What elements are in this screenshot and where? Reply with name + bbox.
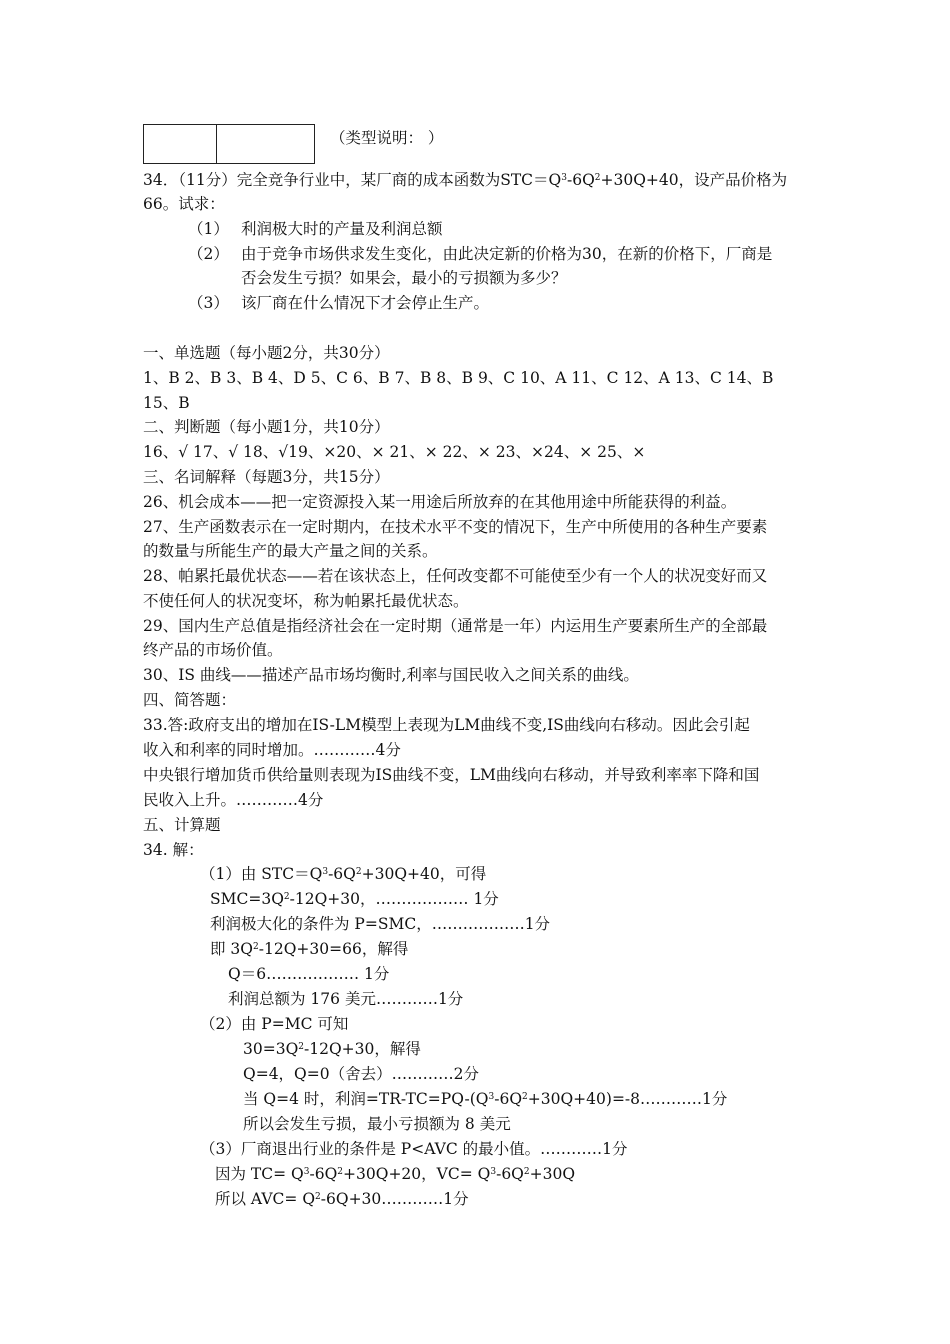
question-item-text: 利润极大时的产量及利润总额 bbox=[241, 220, 443, 238]
solution-step: $SMC=3Q^2-12Q+30$，……………… 1分 bbox=[210, 890, 499, 908]
section-title-short-answer: 四、简答题： bbox=[143, 691, 237, 709]
solution-heading: 34. 解： bbox=[143, 841, 204, 859]
type-note: （类型说明： ） bbox=[330, 129, 444, 147]
section-title-definitions: 三、名词解释（每题3分，共15分） bbox=[143, 468, 390, 486]
solution-step: 利润极大化的条件为 P=SMC，………………1分 bbox=[210, 915, 551, 933]
definition-28: 28、帕累托最优状态——若在该状态上，任何改变都不可能使至少有一个人的状况变好而又 bbox=[143, 567, 768, 585]
solution-step: Q=4，Q=0（舍去）…………2分 bbox=[243, 1065, 479, 1083]
question-34-line1: 34．（11分）完全竞争行业中，某厂商的成本函数为$STC=Q^3-6Q^2+30Q+40$，设产品价格为 bbox=[143, 171, 788, 189]
solution-step: 当 Q=4 时，利润$=TR-TC=PQ-(Q^3-6Q^2+30Q+40)=-8\dots\dots\dots\dots 1$分 bbox=[243, 1090, 728, 1108]
definition-29: 29、国内生产总值是指经济社会在一定时期（通常是一年）内运用生产要素所生产的全部最 bbox=[143, 617, 768, 635]
solution-step: 即 $3Q^2-12Q+30=66$，解得 bbox=[210, 940, 409, 958]
single-choice-answers: 15、B bbox=[143, 394, 190, 412]
section-title-single-choice: 一、单选题（每小题2分，共30分） bbox=[143, 344, 390, 362]
question-item-text: 否会发生亏损？如果会，最小的亏损额为多少？ bbox=[241, 269, 567, 287]
solution-step: $30=3Q^2-12Q+30$，解得 bbox=[243, 1040, 421, 1058]
solution-step: （2）由 P=MC 可知 bbox=[200, 1015, 349, 1033]
section-title-calculation: 五、计算题 bbox=[143, 816, 221, 834]
definition-28-cont: 不使任何人的状况变坏，称为帕累托最优状态。 bbox=[143, 592, 469, 610]
score-cell bbox=[217, 125, 314, 163]
answer-33: 33.答:政府支出的增加在IS-LM模型上表现为LM曲线不变,IS曲线向右移动。因此会引起 bbox=[143, 716, 750, 734]
answer-33-cont: 民收入上升。…………4分 bbox=[143, 791, 324, 809]
question-item-text: 由于竞争市场供求发生变化，由此决定新的价格为30，在新的价格下，厂商是 bbox=[241, 245, 773, 263]
score-table bbox=[143, 124, 315, 164]
question-item-num: （1） bbox=[188, 220, 229, 238]
section-title-true-false: 二、判断题（每小题1分，共10分） bbox=[143, 418, 390, 436]
question-item-text: 该厂商在什么情况下才会停止生产。 bbox=[241, 294, 490, 312]
definition-27: 27、生产函数表示在一定时期内，在技术水平不变的情况下，生产中所使用的各种生产要素 bbox=[143, 518, 768, 536]
definition-30: 30、IS 曲线——描述产品市场均衡时,利率与国民收入之间关系的曲线。 bbox=[143, 666, 639, 684]
answer-33-cont: 收入和利率的同时增加。…………4分 bbox=[143, 741, 401, 759]
solution-step: 所以会发生亏损，最小亏损额为 8 美元 bbox=[243, 1115, 511, 1133]
solution-step: 利润总额为 176 美元…………1分 bbox=[228, 990, 464, 1008]
definition-27-cont: 的数量与所能生产的最大产量之间的关系。 bbox=[143, 542, 438, 560]
question-item-num: （2） bbox=[188, 245, 229, 263]
answer-33-cont: 中央银行增加货币供给量则表现为IS曲线不变，LM曲线向右移动，并导致利率率下降和国 bbox=[143, 766, 760, 784]
solution-step: （1）由 $STC=Q^3-6Q^2+30Q+40$，可得 bbox=[200, 865, 487, 883]
solution-step: Q＝6……………… 1分 bbox=[228, 965, 390, 983]
solution-step: 因为 $TC= Q^3-6Q^2+30Q+20$，$VC= Q^3-6Q^2+30Q$ bbox=[215, 1165, 576, 1183]
question-item-num: （3） bbox=[188, 294, 229, 312]
solution-step: （3）厂商退出行业的条件是 P<AVC 的最小值。…………1分 bbox=[200, 1140, 628, 1158]
score-cell bbox=[144, 125, 217, 163]
definition-26: 26、机会成本——把一定资源投入某一用途后所放弃的在其他用途中所能获得的利益。 bbox=[143, 493, 737, 511]
true-false-answers: 16、√ 17、√ 18、√19、×20、× 21、× 22、× 23、×24、× 25、× bbox=[143, 443, 646, 461]
solution-step: 所以 $AVC= Q^2-6Q+30\dots\dots\dots\dots 1$分 bbox=[215, 1190, 469, 1208]
single-choice-answers: 1、B 2、B 3、B 4、D 5、C 6、B 7、B 8、B 9、C 10、A 11、C 12、A 13、C 14、B bbox=[143, 369, 774, 387]
question-34-line2: 66。试求： bbox=[143, 195, 225, 213]
definition-29-cont: 终产品的市场价值。 bbox=[143, 641, 283, 659]
